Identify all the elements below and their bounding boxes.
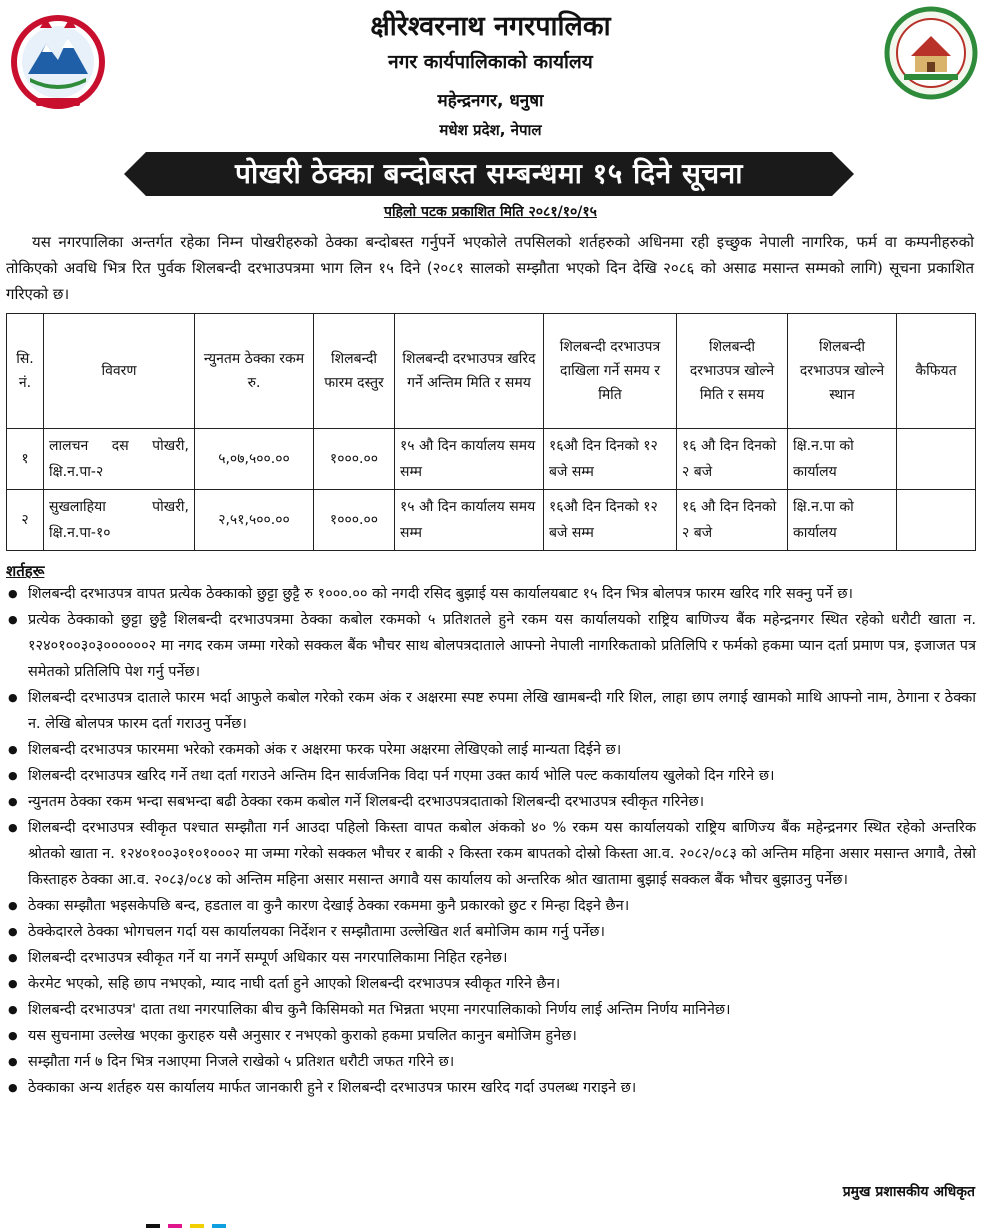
notice-title: पोखरी ठेक्का बन्दोबस्त सम्बन्धमा १५ दिने सूचना bbox=[235, 157, 743, 190]
office-province: मधेश प्रदेश, नेपाल bbox=[439, 121, 542, 139]
cell-form-fee: १०००.०० bbox=[314, 490, 395, 551]
pond-contract-table bbox=[6, 313, 976, 551]
terms-list bbox=[6, 581, 976, 1101]
office-location: महेन्द्रनगर, धनुषा bbox=[437, 91, 544, 111]
cell-purchase-deadline: १५ औ दिन कार्यालय समय सम्म bbox=[395, 429, 544, 490]
col-form-fee: शिलबन्दी फारम दस्तुर bbox=[314, 314, 395, 429]
terms-item: ● ठेक्काका अन्य शर्तहरु यस कार्यालय मार्फत जानकारी हुने र शिलबन्दी दरभाउपत्र फारम खरिद गर्दा उपलब्ध गराइने छ। bbox=[6, 1075, 976, 1101]
cell-opening-time: १६ औ दिन दिनको २ बजे bbox=[677, 429, 788, 490]
terms-item: ● केरमेट भएको, सहि छाप नभएको, म्याद नाघी दर्ता हुने आएको शिलबन्दी दरभाउपत्र स्वीकृत गरिने छैन। bbox=[6, 971, 976, 997]
terms-item: ● शिलबन्दी दरभाउपत्र खरिद गर्ने तथा दर्ता गराउने अन्तिम दिन सार्वजनिक विदा पर्न गएमा उक्त कार्य भोलि पल्ट ककार्यालय खुलेको दिन गरिने छ। bbox=[6, 763, 976, 789]
terms-item: ● सम्झौता गर्न ७ दिन भित्र नआएमा निजले राखेको ५ प्रतिशत धरौटी जफत गरिने छ। bbox=[6, 1049, 976, 1075]
published-date-line bbox=[0, 202, 981, 221]
notice-intro: यस नगरपालिका अन्तर्गत रहेका निम्न पोखरीहरुको ठेक्का बन्दोबस्त गर्नुपर्ने भएकोले तपसिलको शर्तहरुको अधिनमा रही इच्छुक नेपाली नागरिक, फर्म वा कम्पनीहरुको तोकिएको अवधि भित्र रित पुर्वक शिलबन्दी दरभाउपत्रमा भाग लिन १५ दिने (२०८१ सालको सम्झौता भएको दिन देखि २०८६ को असाढ मसान्त सम्मको लागि) सूचना प्रकाशित गरिएको छ। bbox=[6, 233, 974, 303]
terms-item: ● शिलबन्दी दरभाउपत्र फारममा भरेको रकमको अंक र अक्षरमा फरक परेमा अक्षरमा लेखिएको लाई मान्यता दिईने छ। bbox=[6, 737, 976, 763]
terms-item: ● प्रत्येक ठेक्काको छुट्टा छुट्टै शिलबन्दी दरभाउपत्रमा ठेक्का कबोल रकमको ५ प्रतिशतले हुने रकम यस कार्यालयको राष्ट्रिय बाणिज्य बैंक महेन्द्रनगर स्थित रहेको धरौटी खाता न. १२४०१००३०३००००००२ मा नगद रकम जम्मा गरेको सक्कल बैंक भौचर साथ बोलपत्रदाताले आफ्नो नेपाली नागरिकताको प्रतिलिपि र फर्मको हकमा प्यान दर्ता प्रमाण पत्र, इजाजत पत्र समेतको प्रतिलिपि पेश गर्नु पर्नेछ। bbox=[6, 607, 976, 685]
cell-form-fee: १०००.०० bbox=[314, 429, 395, 490]
col-min-amount: न्युनतम ठेक्का रकम रु. bbox=[195, 314, 314, 429]
registration-mark bbox=[146, 1224, 160, 1228]
published-date: पहिलो पटक प्रकाशित मिति २०८१/१०/१५ bbox=[384, 204, 597, 220]
terms-item: ● शिलबन्दी दरभाउपत्र स्वीकृत पश्चात सम्झौता गर्न आउदा पहिलो किस्ता वापत कबोल अंकको ४० % रकम यस कार्यालयको राष्ट्रिय बाणिज्य बैंक महेन्द्रनगर स्थित रहेको अन्तरिक श्रोतको खाता न. १२४०१००३०१०१०००२ मा जम्मा गरेको सक्कल भौचर र बाकी २ किस्ता रकम बापतको दोस्रो किस्ता आ.व. २०८२/०८३ को अन्तिम महिना असार मसान्त अगावै, तेस्रो किस्ताहरु ठेक्का आ.व. २०८३/०८४ को अन्तिम महिना असार मसान्त अगावै यस कार्यालय को अन्तरिक श्रोत खातामा बुझाई सक्कल बैंक भौचर बुझाउनु पर्नेछ। bbox=[6, 815, 976, 893]
col-opening-place: शिलबन्दी दरभाउपत्र खोल्ने स्थान bbox=[788, 314, 897, 429]
cell-min-amount: २,५१,५००.०० bbox=[195, 490, 314, 551]
cell-opening-place: क्षि.न.पा को कार्यालय bbox=[788, 490, 897, 551]
terms-item: ● शिलबन्दी दरभाउपत्र दाताले फारम भर्दा आफुले कबोल गरेको रकम अंक र अक्षरमा स्पष्ट रुपमा लेखि खामबन्दी गरि शिल, लाहा छाप लगाई खामको माथि आफ्नो नाम, ठेगाना र ठेक्का न. लेखि बोलपत्र फारम दर्ता गराउनु पर्नेछ। bbox=[6, 685, 976, 737]
col-sn: सि. नं. bbox=[7, 314, 44, 429]
col-description: विवरण bbox=[44, 314, 195, 429]
municipality-seal-icon bbox=[884, 6, 978, 100]
terms-item: ● ठेक्का सम्झौता भइसकेपछि बन्द, हडताल वा कुनै कारण देखाई ठेक्का रकममा कुनै प्रकारको छुट र मिन्हा दिइने छैन। bbox=[6, 893, 976, 919]
col-submission-time: शिलबन्दी दरभाउपत्र दाखिला गर्ने समय र मिति bbox=[544, 314, 677, 429]
cell-remarks bbox=[897, 429, 976, 490]
registration-mark bbox=[212, 1224, 226, 1228]
col-purchase-deadline: शिलबन्दी दरभाउपत्र खरिद गर्ने अन्तिम मिति र समय bbox=[395, 314, 544, 429]
col-remarks: कैफियत bbox=[897, 314, 976, 429]
cell-description: सुखलाहिया पोखरी, क्षि.न.पा-१० bbox=[44, 490, 195, 551]
print-registration-marks bbox=[146, 1213, 234, 1219]
table-header-row bbox=[7, 314, 976, 429]
notice-title-banner bbox=[124, 150, 854, 198]
registration-mark bbox=[190, 1224, 204, 1228]
cell-sn: १ bbox=[7, 429, 44, 490]
cell-description: लालचन दस पोखरी, क्षि.न.पा-२ bbox=[44, 429, 195, 490]
cell-purchase-deadline: १५ औ दिन कार्यालय समय सम्म bbox=[395, 490, 544, 551]
cell-remarks bbox=[897, 490, 976, 551]
cell-submission-time: १६औ दिन दिनको १२ बजे सम्म bbox=[544, 490, 677, 551]
table-row bbox=[7, 429, 976, 490]
terms-item: ● न्युनतम ठेक्का रकम भन्दा सबभन्दा बढी ठेक्का रकम कबोल गर्ने शिलबन्दी दरभाउपत्रदाताको शिलबन्दी दरभाउपत्र स्वीकृत गरिनेछ। bbox=[6, 789, 976, 815]
terms-item: ● शिलबन्दी दरभाउपत्र स्वीकृत गर्ने या नगर्ने सम्पूर्ण अधिकार यस नगरपालिकामा निहित रहनेछ। bbox=[6, 945, 976, 971]
letterhead bbox=[0, 0, 981, 150]
cell-min-amount: ५,०७,५००.०० bbox=[195, 429, 314, 490]
terms-item: ● शिलबन्दी दरभाउपत्र वापत प्रत्येक ठेक्काको छुट्टा छुट्टै रु १०००.०० को नगदी रसिद बुझाई यस कार्यालयबाट १५ दिन भित्र बोलपत्र फारम खरिद गरि सक्नु पर्ने छ। bbox=[6, 581, 976, 607]
cell-submission-time: १६औ दिन दिनको १२ बजे सम्म bbox=[544, 429, 677, 490]
terms-item: ● यस सुचनामा उल्लेख भएका कुराहरु यसै अनुसार र नभएको कुराको हकमा प्रचलित कानुन बमोजिम हुनेछ। bbox=[6, 1023, 976, 1049]
registration-mark bbox=[168, 1224, 182, 1228]
terms-heading: शर्तहरू bbox=[6, 562, 45, 580]
col-opening-time: शिलबन्दी दरभाउपत्र खोल्ने मिति र समय bbox=[677, 314, 788, 429]
cell-sn: २ bbox=[7, 490, 44, 551]
office-name: नगर कार्यपालिकाको कार्यालय bbox=[388, 51, 593, 73]
table-row bbox=[7, 490, 976, 551]
signatory-title: प्रमुख प्रशासकीय अधिकृत bbox=[842, 1184, 975, 1200]
municipality-name: क्षीरेश्वरनाथ नगरपालिका bbox=[370, 11, 611, 42]
cell-opening-place: क्षि.न.पा को कार्यालय bbox=[788, 429, 897, 490]
terms-item: ● ठेक्केदारले ठेक्का भोगचलन गर्दा यस कार्यालयका निर्देशन र सम्झौतामा उल्लेखित शर्त बमोजिम काम गर्नु पर्नेछ। bbox=[6, 919, 976, 945]
terms-item: ● शिलबन्दी दरभाउपत्र' दाता तथा नगरपालिका बीच कुनै किसिमको मत भिन्नता भएमा नगरपालिकाको निर्णय लाई अन्तिम निर्णय मानिनेछ। bbox=[6, 997, 976, 1023]
cell-opening-time: १६ औ दिन दिनको २ बजे bbox=[677, 490, 788, 551]
